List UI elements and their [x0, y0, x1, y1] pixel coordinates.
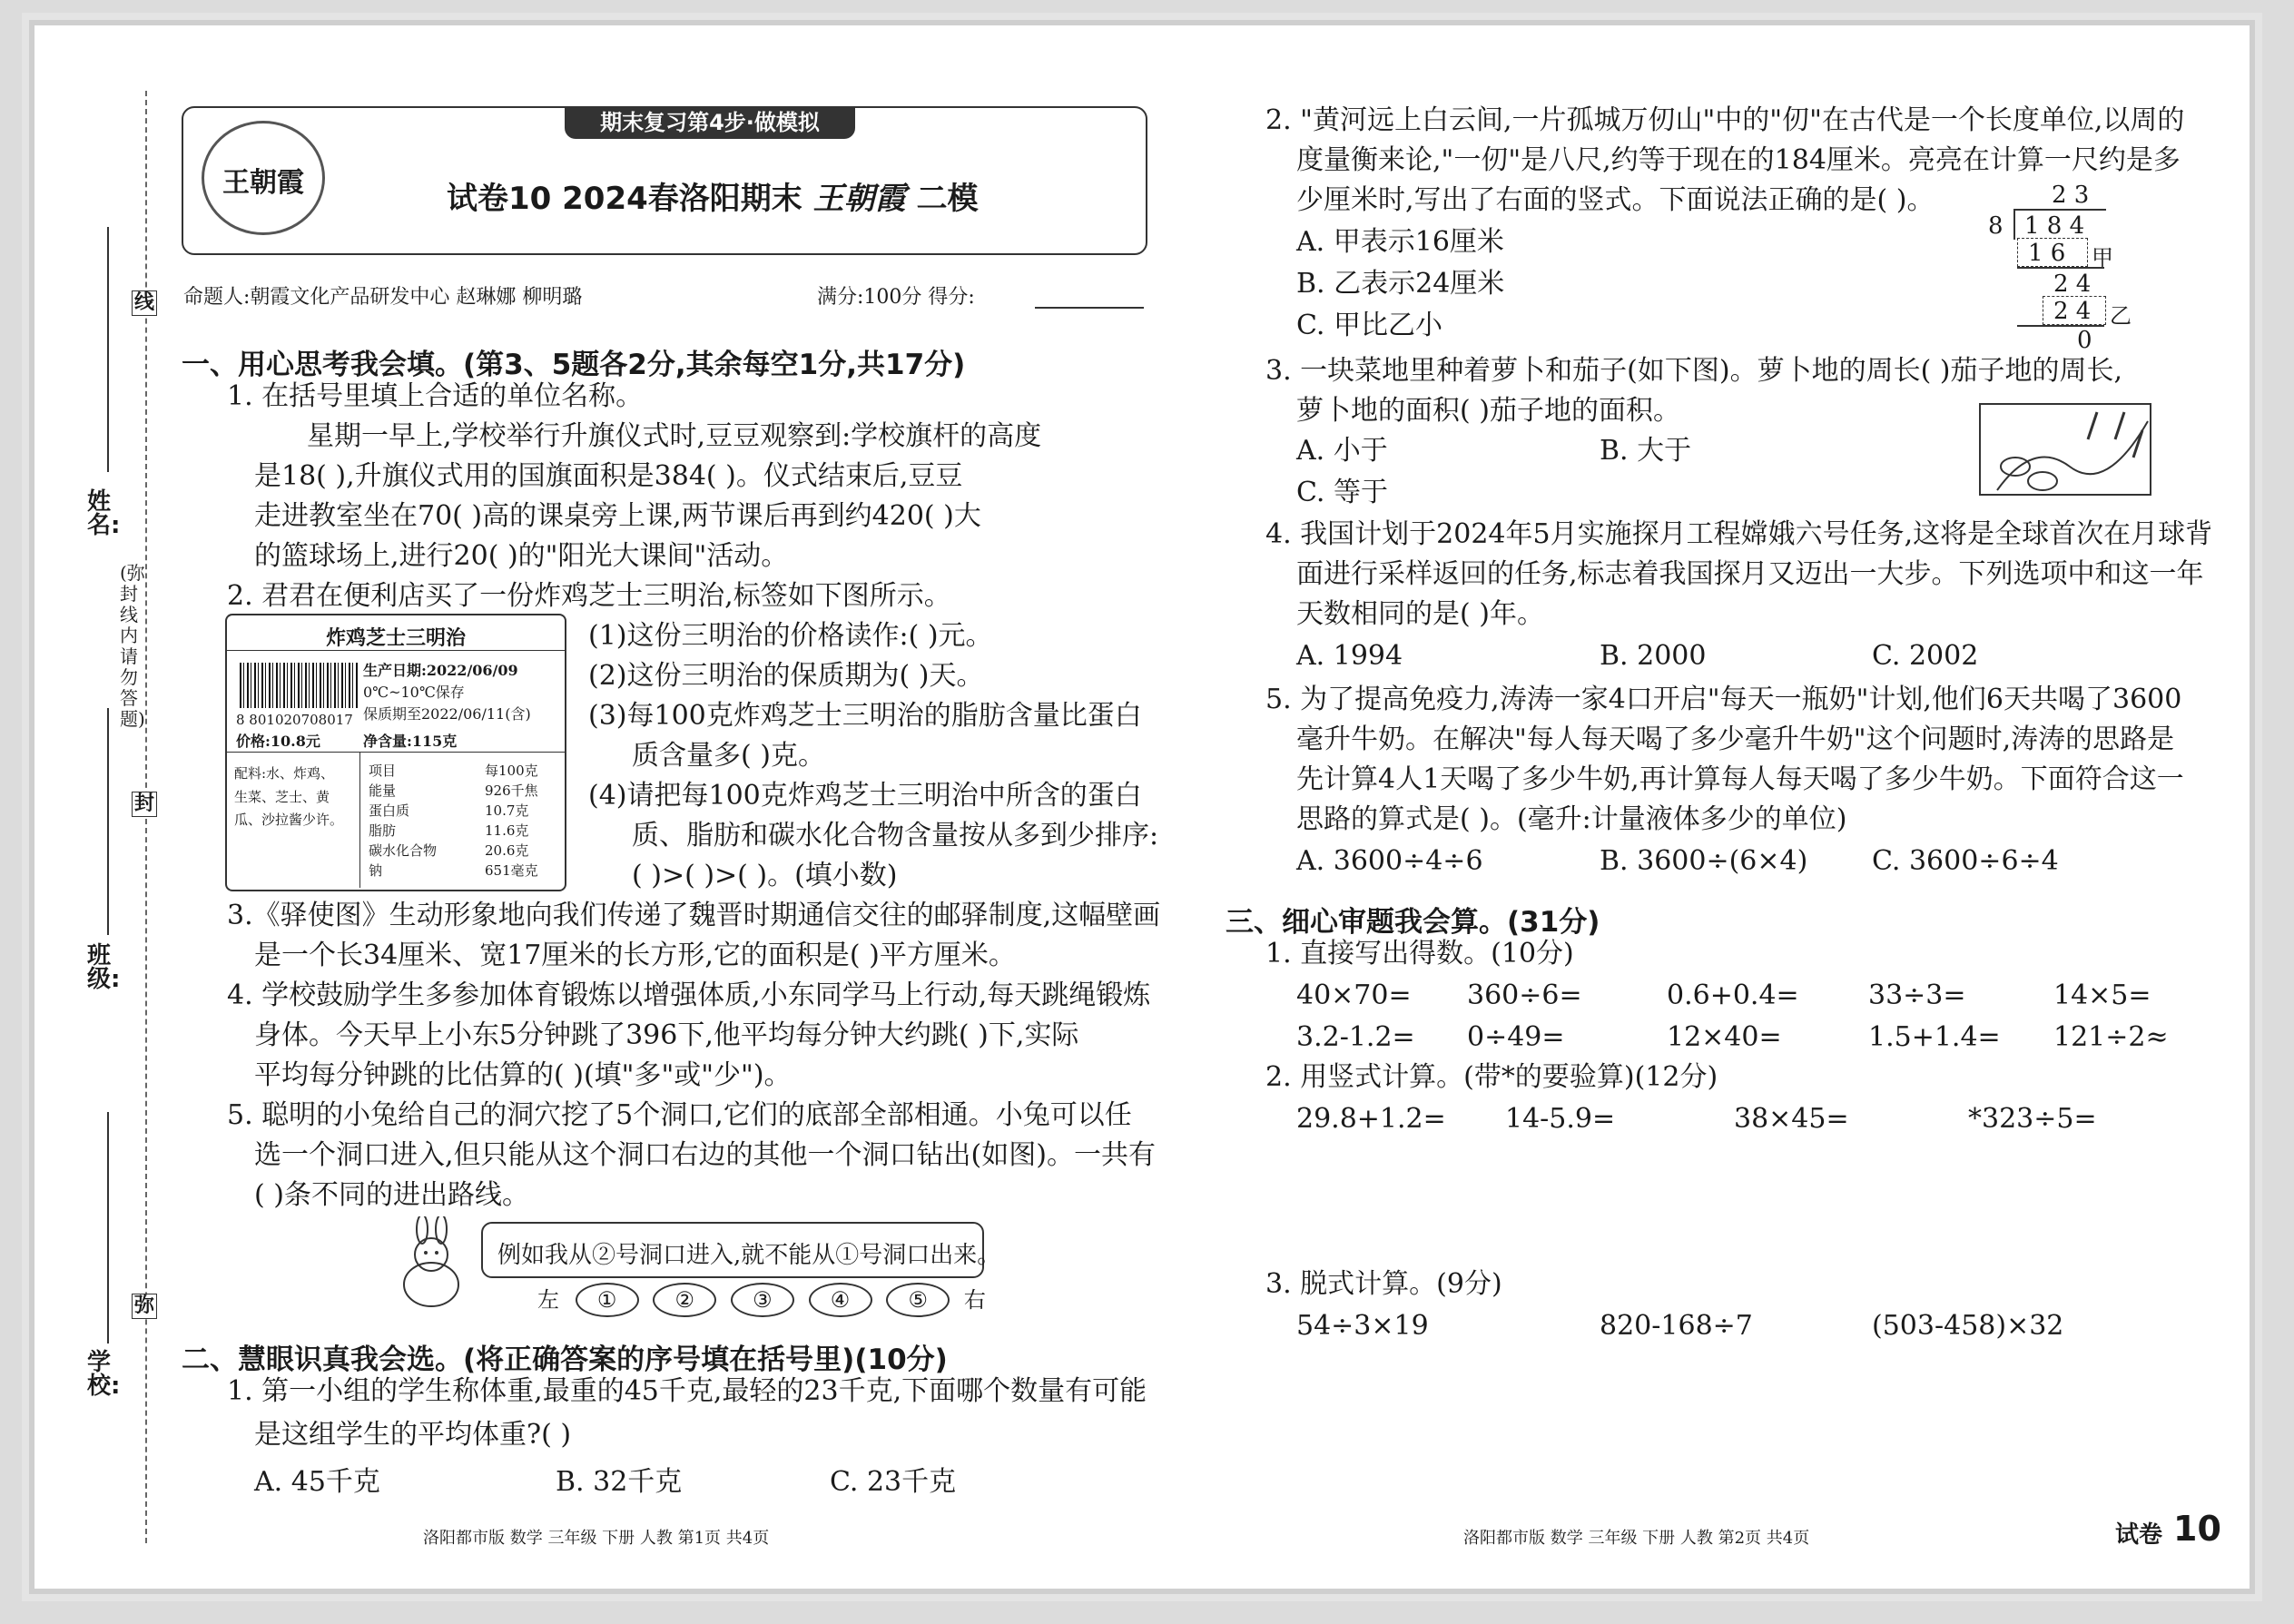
- school-label: 学校:: [87, 1349, 121, 1400]
- seal-char-mi: 弥: [132, 1294, 157, 1319]
- division-yi-label: 乙: [2110, 303, 2132, 329]
- paper-number: 10: [2173, 1509, 2221, 1549]
- s2-q4-line1: 4. 我国计划于2024年5月实施探月工程嫦娥六号任务,这将是全球首次在月球背: [1265, 518, 2213, 550]
- label-prod-date: 生产日期:2022/06/09: [363, 662, 518, 679]
- footer-right: 洛阳都市版 数学 三年级 下册 人教 第2页 共4页: [1463, 1529, 1810, 1548]
- nutrition-row: 钠 651毫克: [369, 862, 538, 879]
- section3-title: 三、细心审题我会算。(31分): [1226, 906, 1600, 939]
- label-col-divider: [359, 752, 360, 888]
- class-field[interactable]: [107, 708, 111, 935]
- s2-q1-option-b: B. 32千克: [556, 1466, 683, 1498]
- s2-q3-option-b: B. 大于: [1600, 435, 1692, 467]
- s1-q2-sub1: (1)这份三明治的价格读作:( )元。: [588, 620, 993, 652]
- nutrition-row: 蛋白质 10.7克: [369, 802, 529, 819]
- calc-item: 14×5=: [2053, 979, 2151, 1011]
- label-price: 价格:10.8元: [236, 733, 320, 750]
- s2-q2-option-c: C. 甲比乙小: [1296, 310, 1442, 341]
- stepwise-calc-item: 820-168÷7: [1600, 1310, 1753, 1342]
- s1-q5-line3: ( )条不同的进出路线。: [254, 1179, 529, 1211]
- s2-q5-line3: 先计算4人1天喝了多少牛奶,再计算每人每天喝了多少牛奶。下面符合这一: [1296, 763, 2184, 795]
- label-expiry: 保质期至2022/06/11(含): [363, 705, 531, 723]
- division-jia-label: 甲: [2092, 245, 2113, 271]
- school-field[interactable]: [107, 1112, 111, 1343]
- vegetable-plot-icon: [1979, 403, 2151, 496]
- s1-q3-line2: 是一个长34厘米、宽17厘米的长方形,它的面积是( )平方厘米。: [254, 940, 1016, 971]
- header-box: [182, 106, 1147, 255]
- s1-q2-sub3b: 质含量多( )克。: [632, 740, 825, 772]
- calc-item: 360÷6=: [1467, 979, 1582, 1011]
- division-quotient: 2 3: [2052, 182, 2090, 209]
- s1-q1-line3: 走进教室坐在70( )高的课桌旁上课,两节课后再到约420( )大: [254, 500, 981, 532]
- s1-q5-line2: 选一个洞口进入,但只能从这个洞口右边的其他一个洞口钻出(如图)。一共有: [254, 1139, 1156, 1171]
- division-dividend: 1 8 4: [2024, 212, 2085, 240]
- s1-q2-sub4a: (4)请把每100克炸鸡芝士三明治中所含的蛋白: [588, 780, 1142, 812]
- s2-q5-option-a: A. 3600÷4÷6: [1296, 845, 1483, 877]
- division-divisor: 8: [1988, 212, 2004, 240]
- s1-q2-sub4b: 质、脂肪和碳水化合物含量按从多到少排序:: [632, 820, 1159, 851]
- s1-q2-sub2: (2)这份三明治的保质期为( )天。: [588, 660, 984, 692]
- s2-q4-line2: 面进行采样返回的任务,标志着我国探月又迈出一大步。下列选项中和这一年: [1296, 558, 2204, 590]
- s2-q1-option-a: A. 45千克: [254, 1466, 380, 1498]
- bubble-text: 例如我从②号洞口进入,就不能从①号洞口出来。: [497, 1242, 1001, 1269]
- s2-q4-option-b: B. 2000: [1600, 640, 1707, 672]
- s2-q5-line1: 5. 为了提高免疫力,涛涛一家4口开启"每天一瓶奶"计划,他们6天共喝了3600: [1265, 684, 2182, 715]
- holes-right-label: 右: [963, 1287, 986, 1313]
- vertical-calc-item: 29.8+1.2=: [1296, 1103, 1446, 1135]
- s2-q1-line2: 是这组学生的平均体重?( ): [254, 1419, 572, 1451]
- s1-q1-title: 1. 在括号里填上合适的单位名称。: [227, 380, 644, 412]
- s3-q2-title: 2. 用竖式计算。(带*的要验算)(12分): [1265, 1061, 1718, 1093]
- score-field[interactable]: [1035, 307, 1144, 309]
- paper-label: 试卷: [2115, 1521, 2163, 1549]
- division-line1: [2017, 267, 2104, 269]
- nutrition-row: 能量 926千焦: [369, 782, 538, 799]
- calc-item: 3.2-1.2=: [1296, 1021, 1415, 1053]
- s2-q4-line3: 天数相同的是( )年。: [1296, 598, 1544, 630]
- rabbit-icon: [381, 1216, 481, 1316]
- exam-title-main: 试卷10 2024春洛阳期末: [447, 181, 802, 217]
- calc-item: 33÷3=: [1868, 979, 1966, 1011]
- nutrition-table: [369, 761, 538, 881]
- seal-char-feng: 封: [132, 792, 157, 817]
- vertical-calc-item: 38×45=: [1734, 1103, 1849, 1135]
- nutrition-row: 脂肪 11.6克: [369, 822, 529, 839]
- s2-q1-line1: 1. 第一小组的学生称体重,最重的45千克,最轻的23千克,下面哪个数量有可能: [227, 1375, 1147, 1407]
- step-label: 期末复习第4步·做模拟: [565, 106, 855, 139]
- name-label: 姓名:: [87, 488, 121, 539]
- hole-4: ④: [809, 1283, 872, 1317]
- division-step1: 1 6: [2028, 240, 2066, 267]
- s2-q5-option-c: C. 3600÷6÷4: [1872, 845, 2059, 877]
- s3-q3-title: 3. 脱式计算。(9分): [1265, 1268, 1502, 1300]
- vertical-calc-item: *323÷5=: [1968, 1103, 2097, 1135]
- hole-3: ③: [731, 1283, 794, 1317]
- name-field[interactable]: [107, 227, 111, 472]
- s2-q4-option-c: C. 2002: [1872, 640, 1979, 672]
- s2-q2-line3: 少厘米时,写出了右面的竖式。下面说法正确的是( )。: [1296, 184, 1935, 216]
- authors: 命题人:朝霞文化产品研发中心 赵琳娜 柳明璐: [183, 286, 583, 309]
- section1-title: 一、用心思考我会填。(第3、5题各2分,其余每空1分,共17分): [182, 349, 966, 381]
- s1-q2-title: 2. 君君在便利店买了一份炸鸡芝士三明治,标签如下图所示。: [227, 580, 951, 612]
- division-remainder: 0: [2077, 327, 2092, 354]
- stepwise-calc-item: (503-458)×32: [1872, 1310, 2064, 1342]
- calc-item: 121÷2≈: [2053, 1021, 2169, 1053]
- barcode-number: 8 801020708017: [236, 712, 353, 728]
- sandwich-label: [225, 614, 566, 891]
- s1-q4-line3: 平均每分钟跳的比估算的( )(填"多"或"少")。: [254, 1059, 792, 1091]
- s1-q2-sub4c: ( )>( )>( )。(填小数): [632, 860, 898, 891]
- calc-item: 12×40=: [1667, 1021, 1782, 1053]
- s1-q3-line1: 3.《驿使图》生动形象地向我们传递了魏晋时期通信交往的邮驿制度,这幅壁画: [227, 900, 1161, 931]
- holes-row: [537, 1282, 986, 1317]
- s1-q5-line1: 5. 聪明的小兔给自己的洞穴挖了5个洞口,它们的底部全部相通。小兔可以任: [227, 1099, 1132, 1131]
- seal-notice: (弥封线内请勿答题): [120, 562, 145, 730]
- s1-q1-line2: 是18( ),升旗仪式用的国旗面积是384( )。仪式结束后,豆豆: [254, 460, 963, 492]
- s2-q2-option-b: B. 乙表示24厘米: [1296, 268, 1505, 300]
- exam-title-brand: 王朝霞: [812, 181, 906, 217]
- score-label: 满分:100分 得分:: [817, 286, 975, 309]
- s2-q3-line1: 3. 一块菜地里种着萝卜和茄子(如下图)。萝卜地的周长( )茄子地的周长,: [1265, 355, 2123, 387]
- holes-left-label: 左: [537, 1287, 559, 1313]
- hole-5: ⑤: [886, 1283, 950, 1317]
- ingredients-line: 配料:水、炸鸡、: [234, 765, 335, 782]
- calc-item: 0÷49=: [1467, 1021, 1565, 1053]
- footer-left: 洛阳都市版 数学 三年级 下册 人教 第1页 共4页: [423, 1529, 770, 1548]
- label-net: 净含量:115克: [363, 733, 458, 750]
- s2-q5-line4: 思路的算式是( )。(毫升:计量液体多少的单位): [1296, 803, 1847, 835]
- rabbit-speech-bubble: [481, 1222, 1001, 1278]
- label-name: 炸鸡芝士三明治: [227, 615, 565, 651]
- s1-q4-line1: 4. 学校鼓励学生多参加体育锻炼以增强体质,小东同学马上行动,每天跳绳锻炼: [227, 979, 1151, 1011]
- calc-item: 1.5+1.4=: [1868, 1021, 2001, 1053]
- exam-title: [447, 173, 978, 218]
- barcode-icon: [240, 663, 358, 708]
- ingredients-line: 生菜、芝士、黄: [234, 788, 330, 805]
- s1-q2-sub3a: (3)每100克炸鸡芝士三明治的脂肪含量比蛋白: [588, 700, 1142, 732]
- s2-q2-line2: 度量衡来论,"一仞"是八尺,约等于现在的184厘米。亮亮在计算一尺约是多: [1296, 144, 2181, 176]
- division-step2: 2 4: [2053, 271, 2092, 298]
- s1-q1-line4: 的篮球场上,进行20( )的"阳光大课间"活动。: [254, 540, 789, 572]
- class-label: 班级:: [87, 942, 121, 993]
- label-ingredients: [234, 763, 343, 832]
- s2-q5-line2: 毫升牛奶。在解决"每人每天喝了多少毫升牛奶"这个问题时,涛涛的思路是: [1296, 723, 2175, 755]
- nutrition-row: 项目 每100克: [369, 763, 538, 779]
- nutrition-row: 碳水化合物 20.6克: [369, 842, 529, 859]
- s2-q3-option-c: C. 等于: [1296, 477, 1388, 508]
- calc-item: 0.6+0.4=: [1667, 979, 1799, 1011]
- exam-title-suffix: 二模: [916, 181, 979, 217]
- calc-item: 40×70=: [1296, 979, 1412, 1011]
- ingredients-line: 瓜、沙拉酱少许。: [234, 812, 344, 828]
- logo-text: 王朝霞: [222, 167, 304, 199]
- brand-logo: [202, 121, 325, 235]
- hole-2: ②: [653, 1283, 716, 1317]
- vertical-calc-item: 14-5.9=: [1505, 1103, 1616, 1135]
- s2-q4-option-a: A. 1994: [1296, 640, 1403, 672]
- s2-q3-option-a: A. 小于: [1296, 435, 1388, 467]
- s3-q1-title: 1. 直接写出得数。(10分): [1265, 938, 1574, 969]
- s2-q3-line2: 萝卜地的面积( )茄子地的面积。: [1296, 395, 1680, 427]
- division-step3: 2 4: [2053, 298, 2092, 325]
- s2-q2-option-a: A. 甲表示16厘米: [1296, 226, 1504, 258]
- label-divider: [227, 752, 565, 753]
- s2-q1-option-c: C. 23千克: [830, 1466, 957, 1498]
- s2-q5-option-b: B. 3600÷(6×4): [1600, 845, 1808, 877]
- label-storage: 0℃~10℃保存: [363, 684, 465, 701]
- s1-q4-line2: 身体。今天早上小东5分钟跳了396下,他平均每分钟大约跳( )下,实际: [254, 1019, 1079, 1051]
- s1-q1-line1: 星期一早上,学校举行升旗仪式时,豆豆观察到:学校旗杆的高度: [307, 420, 1042, 452]
- s2-q2-line1: 2. "黄河远上白云间,一片孤城万仞山"中的"仞"在古代是一个长度单位,以周的: [1265, 104, 2185, 136]
- section2-title: 二、慧眼识真我会选。(将正确答案的序号填在括号里)(10分): [182, 1343, 948, 1376]
- hole-1: ①: [576, 1283, 639, 1317]
- seal-char-xian: 线: [132, 290, 157, 316]
- stepwise-calc-item: 54÷3×19: [1296, 1310, 1429, 1342]
